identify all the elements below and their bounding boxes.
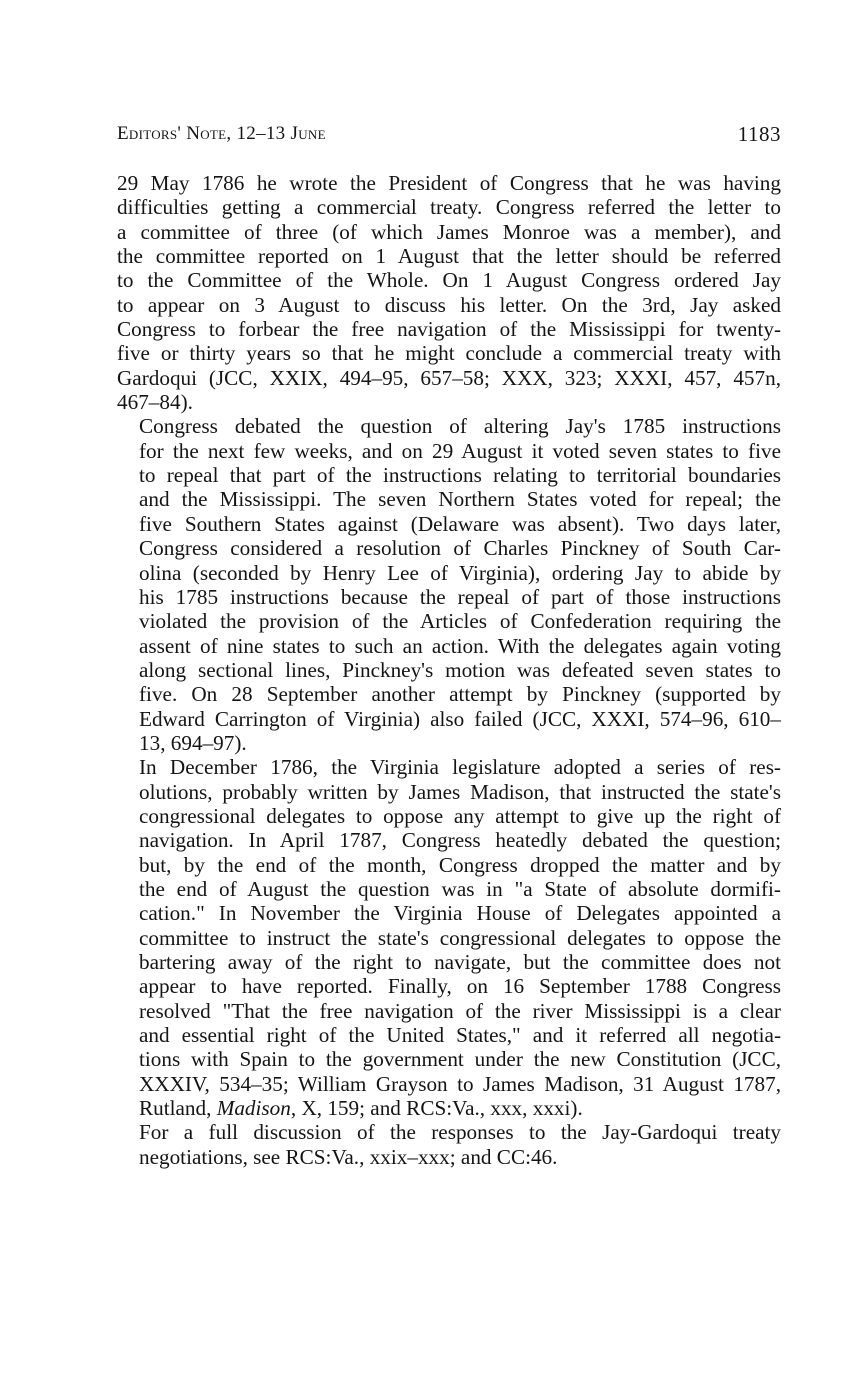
paragraph (117, 414, 781, 755)
text-line: Congress debated the question of altering Jay's 1785 instructions (139, 414, 781, 439)
text-line: and essential right of the United States," and it referred all negotia- (139, 1023, 781, 1048)
text-line: olina (seconded by Henry Lee of Virginia), ordering Jay to abide by (139, 560, 781, 585)
text-line: cation." In November the Virginia House of Delegates appointed a (139, 901, 781, 926)
text-line (117, 1096, 781, 1120)
text-line: Congress to forbear the free navigation of the Mississippi for twenty- (117, 317, 781, 342)
text-line: difficulties getting a commercial treaty. Congress referred the letter to (117, 195, 781, 220)
paragraph (117, 1120, 781, 1169)
text-line: tions with Spain to the government under the new Constitution (JCC, (139, 1047, 781, 1072)
text-line: For a full discussion of the responses to the Jay-Gardoqui treaty (139, 1120, 781, 1145)
text-line: resolved "That the free navigation of the river Mississippi is a clear (139, 998, 781, 1023)
text-line: to the Committee of the Whole. On 1 August Congress ordered Jay (117, 268, 781, 293)
text-line: five or thirty years so that he might conclude a commercial treaty with (117, 341, 781, 366)
text-line: violated the provision of the Articles of Confederation requiring the (139, 609, 781, 634)
page-number: 1183 (737, 122, 781, 146)
text-line: Gardoqui (JCC, XXIX, 494–95, 657–58; XXX, 323; XXXI, 457, 457n, (117, 365, 781, 390)
text-line: XXXIV, 534–35; William Grayson to James Madison, 31 August 1787, (139, 1071, 781, 1096)
text-run: , X, 159; and RCS:Va., xxx, xxxi). (290, 1096, 583, 1121)
text-line: committee to instruct the state's congressional delegates to oppose the (139, 925, 781, 950)
text-run: Rutland, (139, 1096, 217, 1121)
text-line: a committee of three (of which James Monroe was a member), and (117, 219, 781, 244)
text-line: to appear on 3 August to discuss his letter. On the 3rd, Jay asked (117, 292, 781, 317)
text-line: the committee reported on 1 August that the letter should be referred (117, 244, 781, 269)
text-line: but, by the end of the month, Congress dropped the matter and by (139, 852, 781, 877)
text-line: and the Mississippi. The seven Northern States voted for repeal; the (139, 487, 781, 512)
running-head-title: Editors' Note, 12–13 June (117, 123, 326, 144)
text-line: Congress considered a resolution of Charles Pinckney of South Car- (139, 536, 781, 561)
text-line: for the next few weeks, and on 29 August it voted seven states to five (139, 438, 781, 463)
text-line: to repeal that part of the instructions relating to territorial boundaries (139, 463, 781, 488)
text-line: 29 May 1786 he wrote the President of Congress that he was having (117, 171, 781, 195)
paragraph (117, 755, 781, 1120)
body-text (117, 171, 781, 1169)
text-line: the end of August the question was in "a State of absolute dormifi- (139, 876, 781, 901)
text-line: appear to have reported. Finally, on 16 September 1788 Congress (139, 974, 781, 999)
text-line: five. On 28 September another attempt by Pinckney (supported by (139, 682, 781, 707)
text-line: 467–84). (117, 390, 193, 415)
text-line: bartering away of the right to navigate, but the committee does not (139, 950, 781, 974)
text-line: congressional delegates to oppose any attempt to give up the right of (139, 803, 781, 828)
text-line: 13, 694–97). (139, 730, 247, 755)
text-line: olutions, probably written by James Madison, that instructed the state's (139, 779, 781, 804)
paragraph (117, 171, 781, 414)
text-line: assent of nine states to such an action. With the delegates again voting (139, 633, 781, 658)
text-line: In December 1786, the Virginia legislature adopted a series of res- (139, 755, 781, 780)
text-line: his 1785 instructions because the repeal of part of those instructions (139, 584, 781, 609)
text-line: navigation. In April 1787, Congress heatedly debated the question; (139, 828, 781, 853)
text-line: five Southern States against (Delaware was absent). Two days later, (139, 511, 781, 536)
text-line: Edward Carrington of Virginia) also failed (JCC, XXXI, 574–96, 610– (139, 706, 781, 731)
italic-title: Madison (216, 1096, 291, 1121)
running-head (117, 120, 781, 148)
text-line: negotiations, see RCS:Va., xxix–xxx; and CC:46. (139, 1144, 558, 1169)
text-line: along sectional lines, Pinckney's motion was defeated seven states to (139, 657, 781, 682)
